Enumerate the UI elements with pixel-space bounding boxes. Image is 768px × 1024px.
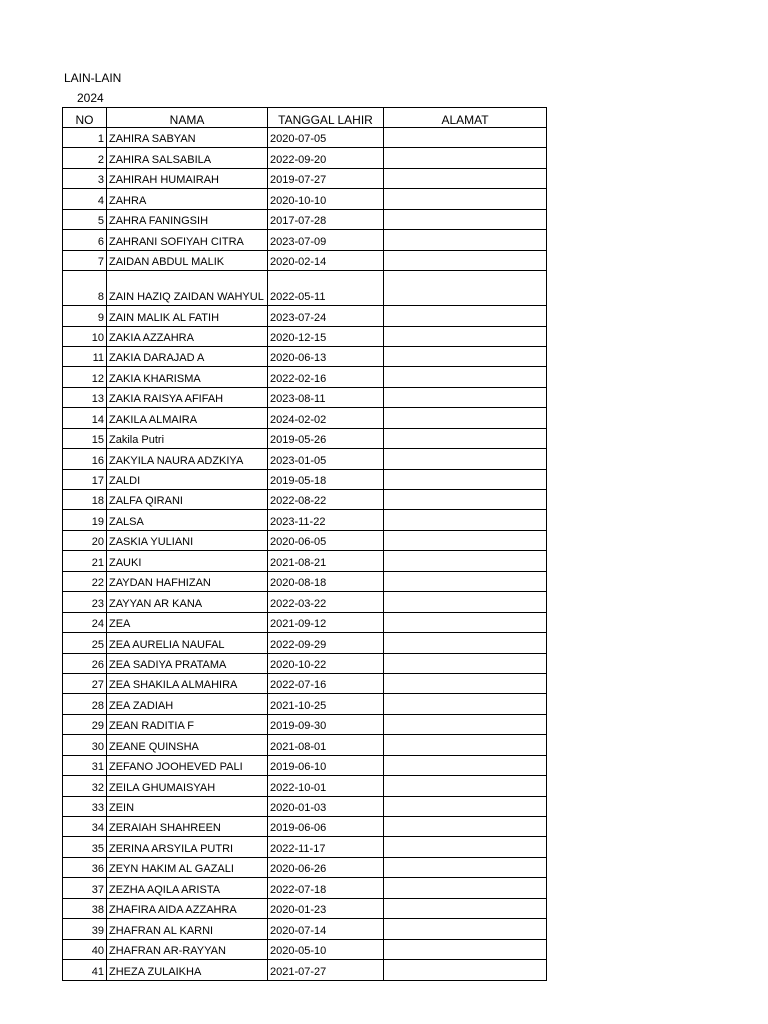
cell-tanggal-lahir: 2019-05-18 — [268, 469, 384, 489]
cell-no: 5 — [63, 209, 107, 229]
cell-no: 41 — [63, 960, 107, 980]
cell-alamat — [384, 428, 547, 448]
cell-tanggal-lahir: 2021-08-01 — [268, 735, 384, 755]
cell-no: 24 — [63, 612, 107, 632]
table-row — [63, 817, 547, 837]
cell-tanggal-lahir: 2020-10-10 — [268, 189, 384, 209]
cell-nama: ZAKIA KHARISMA — [107, 367, 268, 387]
cell-alamat — [384, 490, 547, 510]
cell-tanggal-lahir: 2023-07-09 — [268, 230, 384, 250]
cell-tanggal-lahir: 2020-07-14 — [268, 919, 384, 939]
cell-alamat — [384, 817, 547, 837]
table-row — [63, 796, 547, 816]
cell-alamat — [384, 530, 547, 550]
table-row — [63, 189, 547, 209]
table-row — [63, 490, 547, 510]
cell-nama: ZASKIA YULIANI — [107, 530, 268, 550]
cell-alamat — [384, 673, 547, 693]
cell-tanggal-lahir: 2020-02-14 — [268, 250, 384, 270]
cell-alamat — [384, 592, 547, 612]
cell-no: 37 — [63, 878, 107, 898]
cell-nama: ZAHRANI SOFIYAH CITRA — [107, 230, 268, 250]
cell-nama: ZAHIRAH HUMAIRAH — [107, 168, 268, 188]
table-row — [63, 367, 547, 387]
cell-alamat — [384, 408, 547, 428]
cell-tanggal-lahir: 2019-06-10 — [268, 755, 384, 775]
table-row — [63, 653, 547, 673]
cell-no: 11 — [63, 346, 107, 366]
table-row — [63, 714, 547, 734]
cell-tanggal-lahir: 2020-01-23 — [268, 898, 384, 918]
cell-tanggal-lahir: 2017-07-28 — [268, 209, 384, 229]
column-header-alamat: ALAMAT — [384, 108, 547, 128]
cell-no: 16 — [63, 449, 107, 469]
cell-no: 34 — [63, 817, 107, 837]
cell-alamat — [384, 209, 547, 229]
cell-alamat — [384, 449, 547, 469]
table-row — [63, 633, 547, 653]
cell-tanggal-lahir: 2023-07-24 — [268, 306, 384, 326]
cell-nama: ZEANE QUINSHA — [107, 735, 268, 755]
table-row — [63, 230, 547, 250]
column-header-nama: NAMA — [107, 108, 268, 128]
cell-tanggal-lahir: 2019-06-06 — [268, 817, 384, 837]
sheet-year: 2024 — [77, 91, 104, 105]
cell-tanggal-lahir: 2022-07-18 — [268, 878, 384, 898]
cell-no: 32 — [63, 776, 107, 796]
table-row — [63, 857, 547, 877]
table-row — [63, 387, 547, 407]
cell-no: 15 — [63, 428, 107, 448]
cell-tanggal-lahir: 2020-06-13 — [268, 346, 384, 366]
cell-tanggal-lahir: 2020-12-15 — [268, 326, 384, 346]
cell-nama: ZEA ZADIAH — [107, 694, 268, 714]
cell-alamat — [384, 694, 547, 714]
table-row — [63, 346, 547, 366]
cell-tanggal-lahir: 2020-08-18 — [268, 571, 384, 591]
cell-tanggal-lahir: 2019-07-27 — [268, 168, 384, 188]
cell-no: 35 — [63, 837, 107, 857]
cell-no: 38 — [63, 898, 107, 918]
cell-no: 14 — [63, 408, 107, 428]
cell-alamat — [384, 837, 547, 857]
cell-nama: ZAHRA — [107, 189, 268, 209]
cell-alamat — [384, 168, 547, 188]
cell-nama: ZALSA — [107, 510, 268, 530]
cell-no: 7 — [63, 250, 107, 270]
table-row — [63, 326, 547, 346]
cell-tanggal-lahir: 2023-08-11 — [268, 387, 384, 407]
cell-nama: ZEA SHAKILA ALMAHIRA — [107, 673, 268, 693]
cell-no: 31 — [63, 755, 107, 775]
cell-tanggal-lahir: 2020-06-26 — [268, 857, 384, 877]
cell-no: 26 — [63, 653, 107, 673]
cell-alamat — [384, 306, 547, 326]
table-row — [63, 148, 547, 168]
cell-no: 33 — [63, 796, 107, 816]
cell-alamat — [384, 960, 547, 980]
column-header-no: NO — [63, 108, 107, 128]
cell-nama: ZEFANO JOOHEVED PALI — [107, 755, 268, 775]
cell-nama: ZERAIAH SHAHREEN — [107, 817, 268, 837]
table-row — [63, 428, 547, 448]
cell-nama: ZHAFRAN AR-RAYYAN — [107, 939, 268, 959]
cell-no: 29 — [63, 714, 107, 734]
table-row — [63, 939, 547, 959]
table-row — [63, 271, 547, 306]
cell-alamat — [384, 898, 547, 918]
sheet-title: LAIN-LAIN — [64, 71, 122, 85]
cell-tanggal-lahir: 2022-07-16 — [268, 673, 384, 693]
cell-no: 30 — [63, 735, 107, 755]
cell-nama: ZEA — [107, 612, 268, 632]
cell-nama: Zakila Putri — [107, 428, 268, 448]
cell-alamat — [384, 796, 547, 816]
table-row — [63, 735, 547, 755]
cell-nama: ZEAN RADITIA F — [107, 714, 268, 734]
cell-nama: ZHEZA ZULAIKHA — [107, 960, 268, 980]
cell-no: 17 — [63, 469, 107, 489]
cell-nama: ZAYDAN HAFHIZAN — [107, 571, 268, 591]
cell-no: 23 — [63, 592, 107, 612]
cell-no: 3 — [63, 168, 107, 188]
cell-alamat — [384, 551, 547, 571]
table-row — [63, 592, 547, 612]
table-row — [63, 128, 547, 148]
cell-no: 12 — [63, 367, 107, 387]
cell-alamat — [384, 714, 547, 734]
cell-alamat — [384, 939, 547, 959]
cell-tanggal-lahir: 2024-02-02 — [268, 408, 384, 428]
cell-alamat — [384, 271, 547, 306]
column-header-tanggal-lahir: TANGGAL LAHIR — [268, 108, 384, 128]
cell-alamat — [384, 346, 547, 366]
cell-alamat — [384, 250, 547, 270]
table-row — [63, 469, 547, 489]
cell-no: 6 — [63, 230, 107, 250]
cell-nama: ZERINA ARSYILA PUTRI — [107, 837, 268, 857]
cell-nama: ZEA AURELIA NAUFAL — [107, 633, 268, 653]
cell-nama: ZAIN HAZIQ ZAIDAN WAHYUL — [107, 271, 268, 306]
cell-alamat — [384, 571, 547, 591]
table-header-row — [63, 108, 547, 128]
cell-nama: ZAKIA DARAJAD A — [107, 346, 268, 366]
cell-nama: ZAHIRA SABYAN — [107, 128, 268, 148]
table-row — [63, 306, 547, 326]
cell-alamat — [384, 469, 547, 489]
cell-nama: ZEA SADIYA PRATAMA — [107, 653, 268, 673]
cell-alamat — [384, 128, 547, 148]
cell-alamat — [384, 755, 547, 775]
cell-no: 20 — [63, 530, 107, 550]
cell-no: 13 — [63, 387, 107, 407]
cell-tanggal-lahir: 2022-10-01 — [268, 776, 384, 796]
cell-alamat — [384, 878, 547, 898]
table-row — [63, 449, 547, 469]
table-row — [63, 612, 547, 632]
table-row — [63, 168, 547, 188]
cell-nama: ZAHIRA SALSABILA — [107, 148, 268, 168]
table-row — [63, 551, 547, 571]
cell-tanggal-lahir: 2021-09-12 — [268, 612, 384, 632]
cell-tanggal-lahir: 2022-05-11 — [268, 271, 384, 306]
data-table — [62, 107, 547, 981]
cell-alamat — [384, 633, 547, 653]
table-row — [63, 673, 547, 693]
cell-nama: ZAKIA AZZAHRA — [107, 326, 268, 346]
table-body — [63, 128, 547, 981]
cell-tanggal-lahir: 2019-09-30 — [268, 714, 384, 734]
table-row — [63, 837, 547, 857]
cell-tanggal-lahir: 2020-10-22 — [268, 653, 384, 673]
cell-nama: ZAYYAN AR KANA — [107, 592, 268, 612]
cell-tanggal-lahir: 2019-05-26 — [268, 428, 384, 448]
cell-no: 25 — [63, 633, 107, 653]
cell-tanggal-lahir: 2022-02-16 — [268, 367, 384, 387]
table-row — [63, 510, 547, 530]
cell-tanggal-lahir: 2020-05-10 — [268, 939, 384, 959]
cell-tanggal-lahir: 2021-08-21 — [268, 551, 384, 571]
cell-no: 19 — [63, 510, 107, 530]
cell-tanggal-lahir: 2022-03-22 — [268, 592, 384, 612]
cell-no: 28 — [63, 694, 107, 714]
cell-no: 10 — [63, 326, 107, 346]
table-row — [63, 898, 547, 918]
table-row — [63, 530, 547, 550]
cell-tanggal-lahir: 2023-11-22 — [268, 510, 384, 530]
cell-nama: ZAKYILA NAURA ADZKIYA — [107, 449, 268, 469]
cell-nama: ZAIDAN ABDUL MALIK — [107, 250, 268, 270]
cell-no: 21 — [63, 551, 107, 571]
cell-no: 22 — [63, 571, 107, 591]
table-row — [63, 878, 547, 898]
cell-alamat — [384, 367, 547, 387]
cell-nama: ZAKILA ALMAIRA — [107, 408, 268, 428]
cell-nama: ZEILA GHUMAISYAH — [107, 776, 268, 796]
table-row — [63, 694, 547, 714]
table-row — [63, 250, 547, 270]
cell-nama: ZEZHA AQILA ARISTA — [107, 878, 268, 898]
cell-no: 27 — [63, 673, 107, 693]
cell-alamat — [384, 189, 547, 209]
cell-no: 8 — [63, 271, 107, 306]
cell-no: 2 — [63, 148, 107, 168]
cell-nama: ZEYN HAKIM AL GAZALI — [107, 857, 268, 877]
cell-alamat — [384, 919, 547, 939]
cell-tanggal-lahir: 2022-09-20 — [268, 148, 384, 168]
cell-tanggal-lahir: 2022-08-22 — [268, 490, 384, 510]
cell-alamat — [384, 857, 547, 877]
cell-tanggal-lahir: 2020-06-05 — [268, 530, 384, 550]
cell-tanggal-lahir: 2021-07-27 — [268, 960, 384, 980]
cell-alamat — [384, 326, 547, 346]
cell-alamat — [384, 612, 547, 632]
table-row — [63, 755, 547, 775]
cell-nama: ZALDI — [107, 469, 268, 489]
cell-tanggal-lahir: 2020-07-05 — [268, 128, 384, 148]
cell-tanggal-lahir: 2022-09-29 — [268, 633, 384, 653]
cell-tanggal-lahir: 2020-01-03 — [268, 796, 384, 816]
cell-nama: ZHAFIRA AIDA AZZAHRA — [107, 898, 268, 918]
cell-alamat — [384, 148, 547, 168]
table-row — [63, 209, 547, 229]
cell-no: 36 — [63, 857, 107, 877]
cell-nama: ZAKIA RAISYA AFIFAH — [107, 387, 268, 407]
cell-no: 4 — [63, 189, 107, 209]
cell-alamat — [384, 230, 547, 250]
cell-nama: ZAUKI — [107, 551, 268, 571]
cell-nama: ZALFA QIRANI — [107, 490, 268, 510]
cell-tanggal-lahir: 2023-01-05 — [268, 449, 384, 469]
cell-no: 18 — [63, 490, 107, 510]
cell-alamat — [384, 735, 547, 755]
cell-alamat — [384, 776, 547, 796]
cell-no: 1 — [63, 128, 107, 148]
cell-no: 9 — [63, 306, 107, 326]
cell-no: 39 — [63, 919, 107, 939]
cell-nama: ZHAFRAN AL KARNI — [107, 919, 268, 939]
cell-tanggal-lahir: 2022-11-17 — [268, 837, 384, 857]
cell-nama: ZAHRA FANINGSIH — [107, 209, 268, 229]
cell-alamat — [384, 653, 547, 673]
cell-nama: ZAIN MALIK AL FATIH — [107, 306, 268, 326]
table-row — [63, 408, 547, 428]
cell-tanggal-lahir: 2021-10-25 — [268, 694, 384, 714]
table-row — [63, 960, 547, 980]
cell-alamat — [384, 387, 547, 407]
table-row — [63, 571, 547, 591]
cell-nama: ZEIN — [107, 796, 268, 816]
cell-no: 40 — [63, 939, 107, 959]
cell-alamat — [384, 510, 547, 530]
table-row — [63, 776, 547, 796]
table-row — [63, 919, 547, 939]
